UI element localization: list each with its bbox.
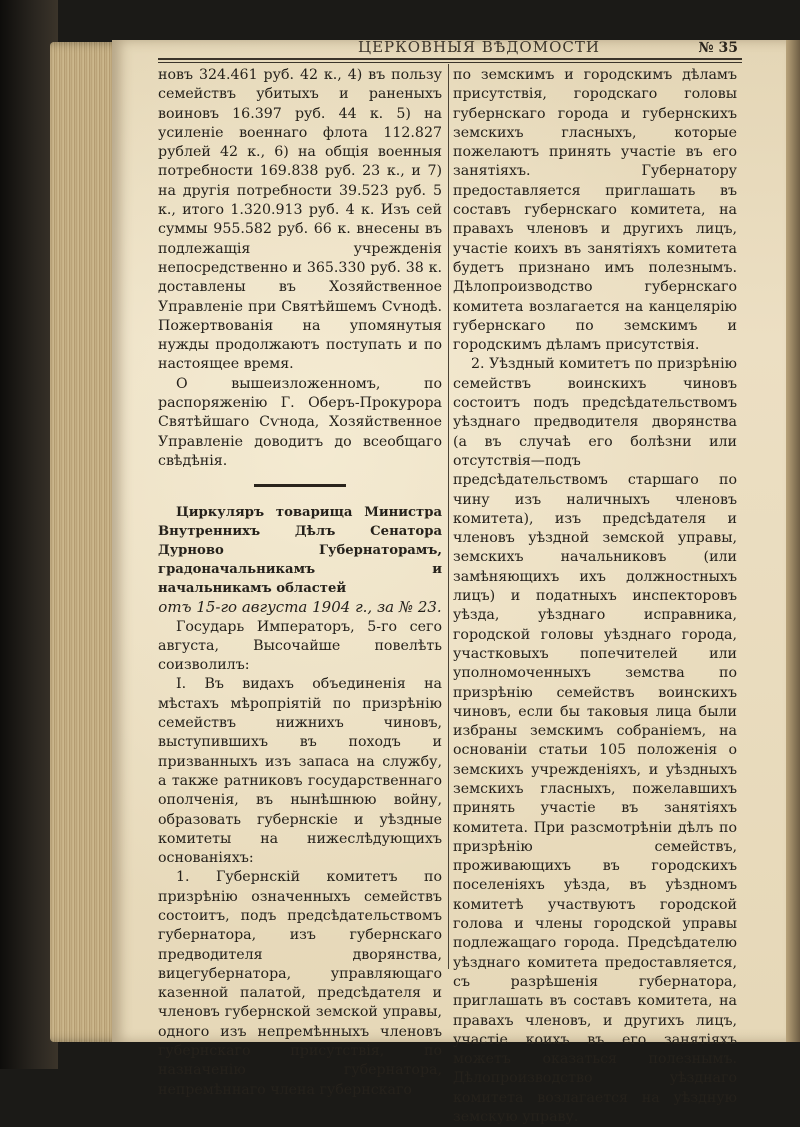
paragraph-announcement: О вышеизложенномъ, по распоряженію Г. Оберъ-Прокурора Святѣйшаго Сѵнода, Хозяйственное Управленіе доводитъ до всеобщаго свѣдѣнія. [158,375,442,469]
header-title: ЦЕРКОВНЫЯ ВѢДОМОСТИ [358,38,600,56]
paragraph-item-1: 1. Губернскій комитетъ по призрѣнію означенныхъ семействъ состоитъ, подъ предсѣдательствомъ губернатора, изъ губернскаго предводителя дворянства, вицегубернатора, управляющаго казенной палатой, предсѣдателя и членовъ губернской земской управы, одного изъ непремѣнныхъ членовъ губернскаго присутствія, по назначенію губернатора, непремѣннаго члена губернскаго [158,869,442,1098]
column-divider [448,64,449,969]
header-rule [158,58,742,60]
header-rule-thin [158,62,742,63]
paragraph-provincial-committee: по земскимъ и городскимъ дѣламъ присутствія, городскаго головы губернскаго города и губернскихъ земскихъ гласныхъ, которые пожелаютъ принять участіе въ его занятіяхъ. Губернатору предоставляется приглашать въ составъ губернскаго комитета, на правахъ членовъ и другихъ лицъ, участіе коихъ въ занятіяхъ комитета будетъ признано имъ полезнымъ. Дѣлопроизводство губернскаго комитета возлагается на канцелярію губернскаго по земскимъ и городскимъ дѣламъ присутствія. [453,67,737,354]
page-right-edge [786,40,800,1042]
paragraph-donations: новъ 324.461 руб. 42 к., 4) въ пользу семействъ убитыхъ и раненыхъ воиновъ 16.397 руб. 44 к. 5) на усиленіе военнаго флота 112.827 рублей 42 к., 6) на общія военныя потребности 169.838 руб. 23 к., и 7) на другія потребности 39.523 руб. 5 к., итого 1.320.913 руб. 4 к. Изъ сей суммы 955.582 руб. 66 к. внесены въ подлежащія учрежденія непосредственно и 365.330 руб. 38 к. доставлены въ Хозяйственное Управленіе при Святѣйшемъ Сѵнодѣ. Пожертвованія на упомянутыя нужды продолжаютъ поступать и по настоящее время. [158,67,442,373]
left-column [158,66,442,1100]
paragraph-item-2: 2. Уѣздный комитетъ по призрѣнію семействъ воинскихъ чиновъ состоитъ подъ предсѣдательствомъ уѣзднаго предводителя дворянства (а въ случаѣ его болѣзни или отсутствія—подъ предсѣдательствомъ старшаго по чину изъ наличныхъ членовъ комитета), изъ предсѣдателя и членовъ уѣздной земской управы, земскихъ начальниковъ (или замѣняющихъ ихъ должностныхъ лицъ) и податныхъ инспекторовъ уѣзда, уѣзднаго исправника, городской головы уѣзднаго города, участковыхъ попечителей или уполномоченныхъ земства по призрѣнію семействъ воинскихъ чиновъ, если бы таковыя лица были избраны земскимъ собраніемъ, на основаніи статьи 105 положенія о земскихъ учрежденіяхъ, и уѣздныхъ земскихъ гласныхъ, пожелавшихъ принять участіе въ занятіяхъ комитета. При разсмотрѣніи дѣлъ по призрѣнію семействъ, проживающихъ въ городскихъ поселеніяхъ уѣзда, въ уѣздномъ комитетѣ участвуютъ городской голова и члены городской управы подлежащаго города. Предсѣдателю уѣзднаго комитета предоставляется, съ разрѣшенія губернатора, приглашать въ составъ комитета, на правахъ членовъ, и другихъ лицъ, участіе коихъ въ его занятіяхъ можетъ оказаться полезнымъ. Дѣлопроизводство уѣзднаго комитета возлагается на уѣздную земскую управу. [453,356,737,1126]
section-separator [254,484,346,487]
circular-date: отъ 15-го августа 1904 г., за № 23. [158,598,442,617]
circular-title: Циркуляръ товарища Министра Внутреннихъ Дѣлъ Сенатора Дурново Губернаторамъ, градоначальникамъ и начальникамъ областей [158,505,442,597]
right-column [453,66,737,1127]
paragraph-item-i: I. Въ видахъ объединенія на мѣстахъ мѣропріятій по призрѣнію семействъ нижнихъ чиновъ, выступившихъ въ походъ и призванныхъ изъ запаса на службу, а также ратниковъ государственнаго ополченія, въ нынѣшнюю войну, образовать губернскіе и уѣздные комитеты на нижеслѣдующихъ основаніяхъ: [158,676,442,867]
paragraph-decree: Государь Императоръ, 5-го сего августа, Высочайше повелѣть соизволилъ: [158,618,442,674]
page-number: № 35 [698,40,738,56]
running-header [158,38,742,58]
